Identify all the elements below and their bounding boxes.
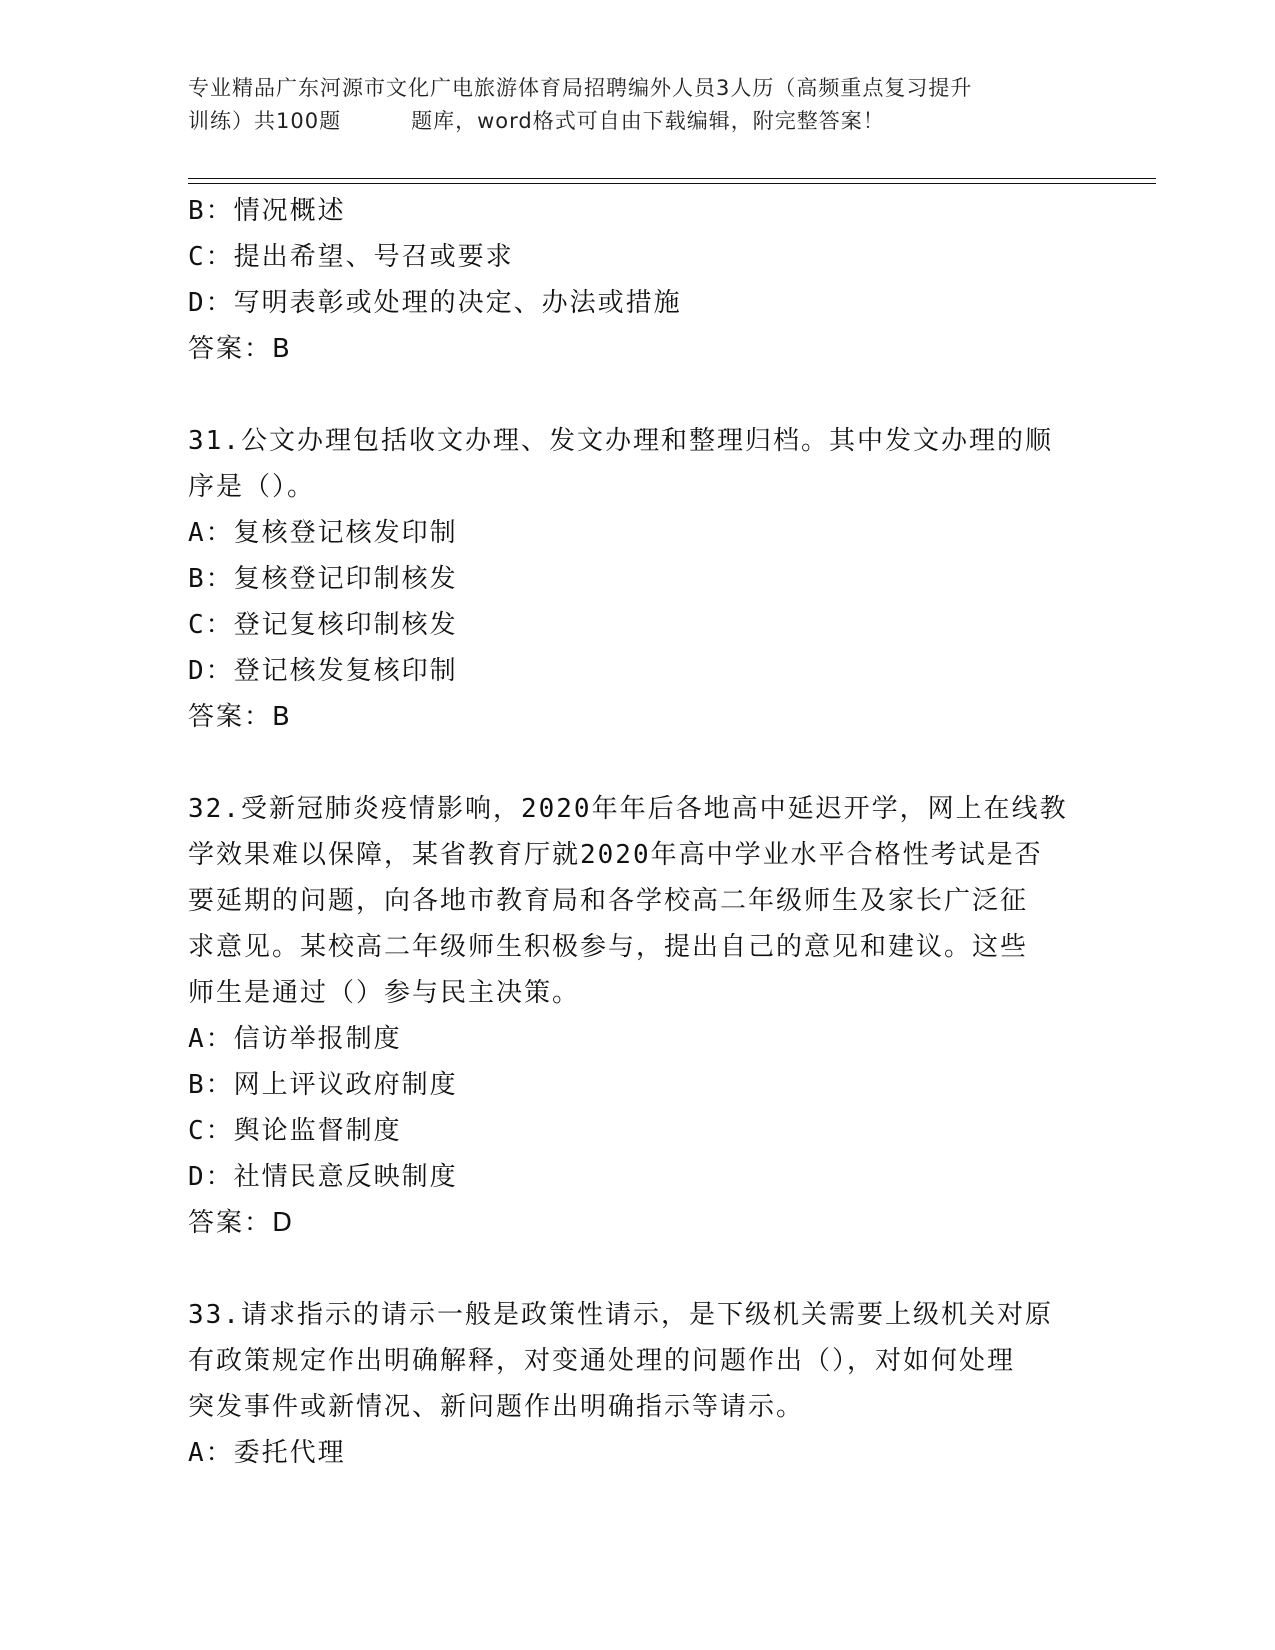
option-b: B：复核登记印制核发 (188, 564, 458, 594)
page-header (188, 72, 1088, 138)
header-divider-top (188, 178, 1156, 179)
question-33 (188, 1292, 1088, 1476)
option-c: C：舆论监督制度 (188, 1116, 402, 1146)
document-body (188, 188, 1088, 1476)
question-stem-line: 师生是通过（）参与民主决策。 (188, 978, 581, 1008)
question-stem-line: 31.公文办理包括收文办理、发文办理和整理归档。其中发文办理的顺 (188, 426, 1053, 456)
continued-question-block (188, 188, 1088, 372)
question-stem-line: 突发事件或新情况、新问题作出明确指示等请示。 (188, 1392, 805, 1422)
option-d: D：写明表彰或处理的决定、办法或措施 (188, 288, 682, 318)
option-c: C：登记复核印制核发 (188, 610, 458, 640)
option-b: B：情况概述 (188, 196, 346, 226)
header-title-line-2-left: 训练）共100题 (188, 109, 342, 133)
question-stem-line: 要延期的问题，向各地市教育局和各学校高二年级师生及家长广泛征 (188, 886, 1029, 916)
question-stem-line: 序是（）。 (188, 472, 316, 502)
answer-line: 答案：D (188, 1208, 295, 1238)
option-d: D：登记核发复核印制 (188, 656, 458, 686)
option-a: A：复核登记核发印制 (188, 518, 458, 548)
header-divider-bottom (188, 183, 1156, 184)
question-stem-line: 32.受新冠肺炎疫情影响，2020年年后各地高中延迟开学，网上在线教 (188, 794, 1068, 824)
answer-line: 答案：B (188, 334, 292, 364)
header-title-line-2 (188, 105, 1088, 138)
option-b: B：网上评议政府制度 (188, 1070, 458, 1100)
option-d: D：社情民意反映制度 (188, 1162, 458, 1192)
question-stem-line: 有政策规定作出明确解释，对变通处理的问题作出（），对如何处理 (188, 1346, 1016, 1376)
question-31 (188, 418, 1088, 740)
answer-line: 答案：B (188, 702, 292, 732)
header-title-line-1: 专业精品广东河源市文化广电旅游体育局招聘编外人员3人历（高频重点复习提升 (188, 76, 973, 100)
option-a: A：委托代理 (188, 1438, 346, 1468)
question-stem-line: 学效果难以保障，某省教育厅就2020年高中学业水平合格性考试是否 (188, 840, 1043, 870)
question-stem-line: 33.请求指示的请示一般是政策性请示，是下级机关需要上级机关对原 (188, 1300, 1053, 1330)
header-title-line-2-right: 题库，word格式可自由下载编辑，附完整答案！ (411, 109, 885, 133)
question-stem-line: 求意见。某校高二年级师生积极参与，提出自己的意见和建议。这些 (188, 932, 1029, 962)
question-32 (188, 786, 1088, 1246)
option-a: A：信访举报制度 (188, 1024, 402, 1054)
option-c: C：提出希望、号召或要求 (188, 242, 514, 272)
